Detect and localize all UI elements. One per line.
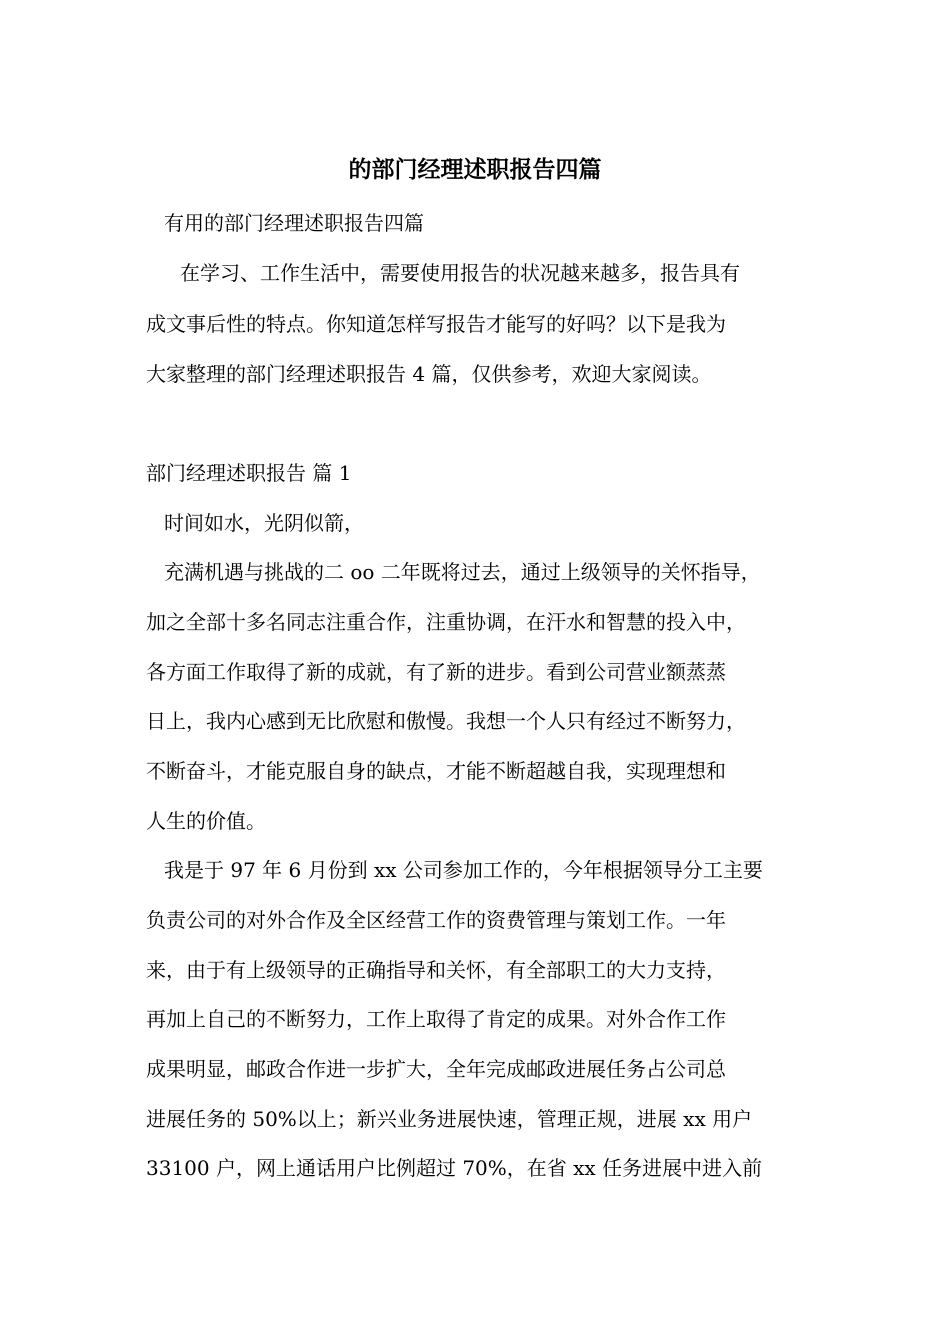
- paragraph-line: 负责公司的对外合作及全区经营工作的资费管理与策划工作。一年: [146, 908, 726, 932]
- paragraph-line: 再加上自己的不断努力，工作上取得了肯定的成果。对外合作工作: [146, 1007, 726, 1031]
- paragraph-line: 大家整理的部门经理述职报告 4 篇，仅供参考，欢迎大家阅读。: [146, 362, 712, 386]
- paragraph-line: 时间如水，光阴似箭，: [164, 511, 364, 535]
- paragraph-line: 日上，我内心感到无比欣慰和傲慢。我想一个人只有经过不断努力，: [146, 709, 746, 733]
- paragraph-line: 各方面工作取得了新的成就，有了新的进步。看到公司营业额蒸蒸: [146, 660, 726, 684]
- subtitle-line: 有用的部门经理述职报告四篇: [164, 211, 424, 235]
- paragraph-line: 不断奋斗，才能克服自身的缺点，才能不断超越自我，实现理想和: [146, 759, 726, 783]
- section-heading: 部门经理述职报告 篇 1: [146, 461, 352, 485]
- paragraph-line: 来，由于有上级领导的正确指导和关怀，有全部职工的大力支持，: [146, 958, 726, 982]
- paragraph-line: 充满机遇与挑战的二 oo 二年既将过去，通过上级领导的关怀指导，: [164, 560, 761, 584]
- document-title: 的部门经理述职报告四篇: [348, 156, 602, 183]
- paragraph-line: 人生的价值。: [146, 809, 266, 833]
- paragraph-line: 33100 户，网上通话用户比例超过 70%，在省 xx 任务进展中进入前: [146, 1156, 763, 1180]
- paragraph-line: 进展任务的 50%以上；新兴业务进展快速，管理正规，进展 xx 用户: [146, 1107, 753, 1131]
- paragraph-line: 成文事后性的特点。你知道怎样写报告才能写的好吗？以下是我为: [146, 312, 726, 336]
- paragraph-line: 加之全部十多名同志注重合作，注重协调，在汗水和智慧的投入中，: [146, 610, 746, 634]
- paragraph-line: 在学习、工作生活中，需要使用报告的状况越来越多，报告具有: [180, 261, 740, 285]
- paragraph-line: 成果明显，邮政合作进一步扩大，全年完成邮政进展任务占公司总: [146, 1057, 726, 1081]
- paragraph-line: 我是于 97 年 6 月份到 xx 公司参加工作的，今年根据领导分工主要: [164, 858, 763, 882]
